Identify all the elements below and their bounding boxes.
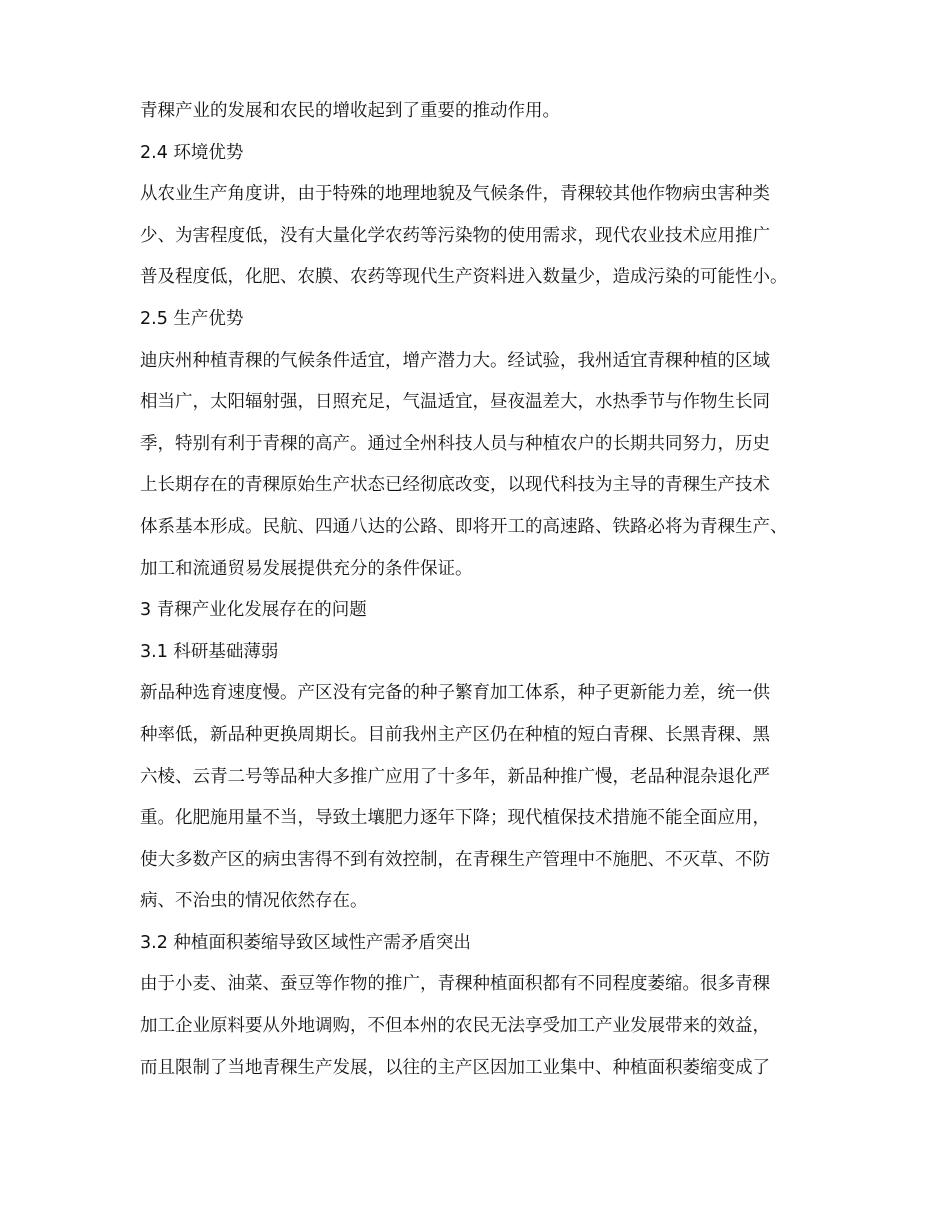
section-heading: 3 青稞产业化发展存在的问题: [140, 600, 367, 621]
text-line: 加工企业原料要从外地调购，不但本州的农民无法享受加工产业发展带来的效益，: [140, 1016, 770, 1037]
text-line: 少、为害程度低，没有大量化学农药等污染物的使用需求，现代农业技术应用推广: [140, 225, 770, 246]
document-page: [140, 91, 830, 1089]
text-line: 季，特别有利于青稞的高产。通过全州科技人员与种植农户的长期共同努力，历史: [140, 433, 770, 454]
text-line: 病、不治虫的情况依然存在。: [140, 891, 368, 912]
text-line: 相当广，太阳辐射强，日照充足，气温适宜，昼夜温差大，水热季节与作物生长同: [140, 392, 770, 413]
text-line: 从农业生产角度讲，由于特殊的地理地貌及气候条件，青稞较其他作物病虫害种类: [140, 184, 770, 205]
text-line: 青稞产业的发展和农民的增收起到了重要的推动作用。: [140, 101, 560, 121]
text-line: 新品种选育速度慢。产区没有完备的种子繁育加工体系，种子更新能力差，统一供: [140, 683, 770, 704]
text-line: 加工和流通贸易发展提供充分的条件保证。: [140, 558, 473, 579]
text-line: 使大多数产区的病虫害得不到有效控制，在青稞生产管理中不施肥、不灭草、不防: [140, 849, 770, 870]
text-line: 迪庆州种植青稞的气候条件适宜，增产潜力大。经试验，我州适宜青稞种植的区域: [140, 350, 770, 371]
text-line: 普及程度低，化肥、农膜、农药等现代生产资料进入数量少，造成污染的可能性小。: [140, 267, 788, 288]
text-line: 重。化肥施用量不当，导致土壤肥力逐年下降；现代植保技术措施不能全面应用，: [140, 808, 770, 829]
text-line: 上长期存在的青稞原始生产状态已经彻底改变，以现代科技为主导的青稞生产技术: [140, 475, 770, 496]
section-heading: 2.5 生产优势: [140, 308, 244, 329]
section-heading: 3.1 科研基础薄弱: [140, 641, 279, 662]
section-heading: 2.4 环境优势: [140, 142, 244, 163]
text-line: 由于小麦、油菜、蚕豆等作物的推广，青稞种植面积都有不同程度萎缩。很多青稞: [140, 974, 770, 995]
section-heading: 3.2 种植面积萎缩导致区域性产需矛盾突出: [140, 932, 471, 953]
text-line: 六棱、云青二号等品种大多推广应用了十多年，新品种推广慢，老品种混杂退化严: [140, 766, 770, 787]
text-line: 而且限制了当地青稞生产发展，以往的主产区因加工业集中、种植面积萎缩变成了: [140, 1057, 770, 1078]
text-line: 体系基本形成。民航、四通八达的公路、即将开工的高速路、铁路必将为青稞生产、: [140, 516, 788, 537]
text-line: 种率低，新品种更换周期长。目前我州主产区仍在种植的短白青稞、长黑青稞、黑: [140, 724, 770, 745]
